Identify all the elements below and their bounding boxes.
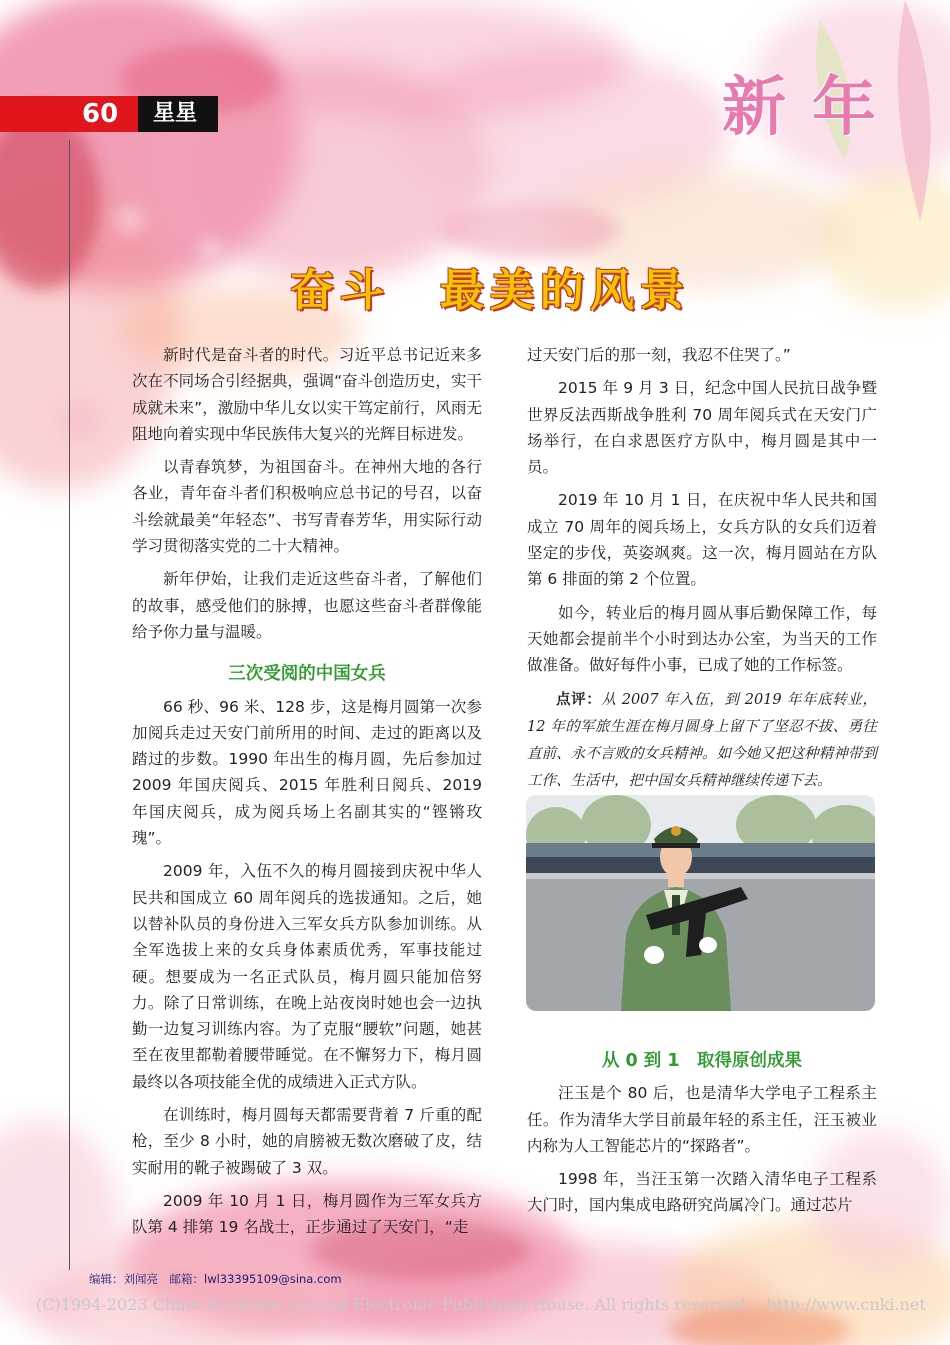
copyright-watermark: (C)1994-2023 China Academic Journal Electronic Publishing House. All rights reserved. http://www.cnki.net bbox=[36, 1295, 926, 1314]
page-number: 60 bbox=[82, 99, 119, 129]
body-paragraph: 2009 年 10 月 1 日，梅月圆作为三军女兵方队第 4 排第 19 名战士，正步通过了天安门，“走 bbox=[132, 1191, 482, 1237]
section-heading: 三次受阅的中国女兵 bbox=[228, 664, 386, 685]
margin-rule bbox=[69, 140, 70, 1270]
magazine-name: 星星 bbox=[153, 101, 198, 126]
section-heading: 从 0 到 1 取得原创成果 bbox=[601, 1051, 803, 1071]
right-column-lower bbox=[527, 1048, 877, 1226]
article-title: 奋斗 最美的风景 bbox=[290, 265, 690, 316]
body-paragraph: 2015 年 9 月 3 日，纪念中国人民抗日战争暨世界反法西斯战争胜利 70 周年阅兵式在天安门广场举行，在白求恩医疗方队中，梅月圆是其中一员。 bbox=[527, 379, 877, 477]
intro-paragraph: 以青春筑梦，为祖国奋斗。在神州大地的各行各业，青年奋斗者们积极响应总书记的号召，以奋斗绘就最美“年轻态”、书写青春芳华，用实际行动学习贯彻落实党的二十大精神。 bbox=[132, 458, 482, 556]
intro-paragraph: 新年伊始，让我们走近这些奋斗者，了解他们的故事，感受他们的脉搏，也愿这些奋斗者群像能给予你力量与温暖。 bbox=[132, 570, 482, 641]
left-column bbox=[132, 342, 482, 1248]
body-paragraph: 在训练时，梅月圆每天都需要背着 7 斤重的配枪，至少 8 小时，她的肩膀被无数次磨破了皮，结实耐用的靴子被踢破了 3 双。 bbox=[132, 1106, 482, 1177]
body-paragraph: 66 秒、96 米、128 步，这是梅月圆第一次参加阅兵走过天安门前所用的时间、走过的距离以及踏过的步数。1990 年出生的梅月圆，先后参加过 2009 年国庆阅兵、2015 年胜利日阅兵、2019 年国庆阅兵，成为阅兵场上名副其实的“铿锵玫瑰”。 bbox=[132, 697, 482, 848]
body-paragraph: 2009 年，入伍不久的梅月圆接到庆祝中华人民共和国成立 60 周年阅兵的选拔通知。之后，她以替补队员的身份进入三军女兵方队参加训练。从全军选拔上来的女兵身体素质优秀，军事技能过硬。想要成为一名正式队员，梅月圆只能加倍努力。除了日常训练，在晚上站夜岗时她也会一边执勤一边复习训练内容。为了克服“腰软”问题，她甚至在夜里都勒着腰带睡觉。在不懈努力下，梅月圆最终以各项技能全优的成绩进入正式方队。 bbox=[132, 862, 482, 1091]
body-paragraph: 如今，转业后的梅月圆从事后勤保障工作，每天她都会提前半个小时到达办公室，为当天的工作做准备。做好每件小事，已成了她的工作标签。 bbox=[527, 603, 877, 675]
right-column bbox=[527, 342, 877, 802]
intro-paragraph: 新时代是奋斗者的时代。习近平总书记近来多次在不同场合引经据典，强调“奋斗创造历史，实干成就未来”，激励中华儿女以实干笃定前行，风雨无阻地向着实现中华民族伟大复兴的光辉目标进发。 bbox=[132, 346, 482, 443]
body-paragraph: 汪玉是个 80 后，也是清华大学电子工程系主任。作为清华大学目前最年轻的系主任，汪玉被业内称为人工智能芯片的“探路者”。 bbox=[527, 1084, 877, 1155]
body-paragraph-continued: 过天安门后的那一刻，我忍不住哭了。” bbox=[527, 346, 791, 364]
body-paragraph: 1998 年，当汪玉第一次踏入清华电子工程系大门时，国内集成电路研究尚属冷门。通过芯片 bbox=[527, 1170, 877, 1215]
section-tag: 新年 bbox=[722, 70, 902, 145]
comment-paragraph bbox=[527, 686, 877, 795]
editor-credit: 编辑：刘闻亮 邮箱：lwl33395109@sina.com bbox=[89, 1272, 342, 1286]
body-paragraph: 2019 年 10 月 1 日，在庆祝中华人民共和国成立 70 周年的阅兵场上，女兵方队的女兵们迈着坚定的步伐，英姿飒爽。这一次，梅月圆站在方队第 6 排面的第 2 个位置。 bbox=[527, 491, 877, 589]
soldier-photo bbox=[526, 795, 875, 1011]
comment-label: 点评： bbox=[556, 690, 602, 708]
comment-text: 从 2007 年入伍，到 2019 年年底转业，12 年的军旅生涯在梅月圆身上留下了坚忍不拔、勇往直前、永不言败的女兵精神。如今她又把这种精神带到工作、生活中，把中国女兵精神继续传递下去。 bbox=[527, 691, 877, 789]
